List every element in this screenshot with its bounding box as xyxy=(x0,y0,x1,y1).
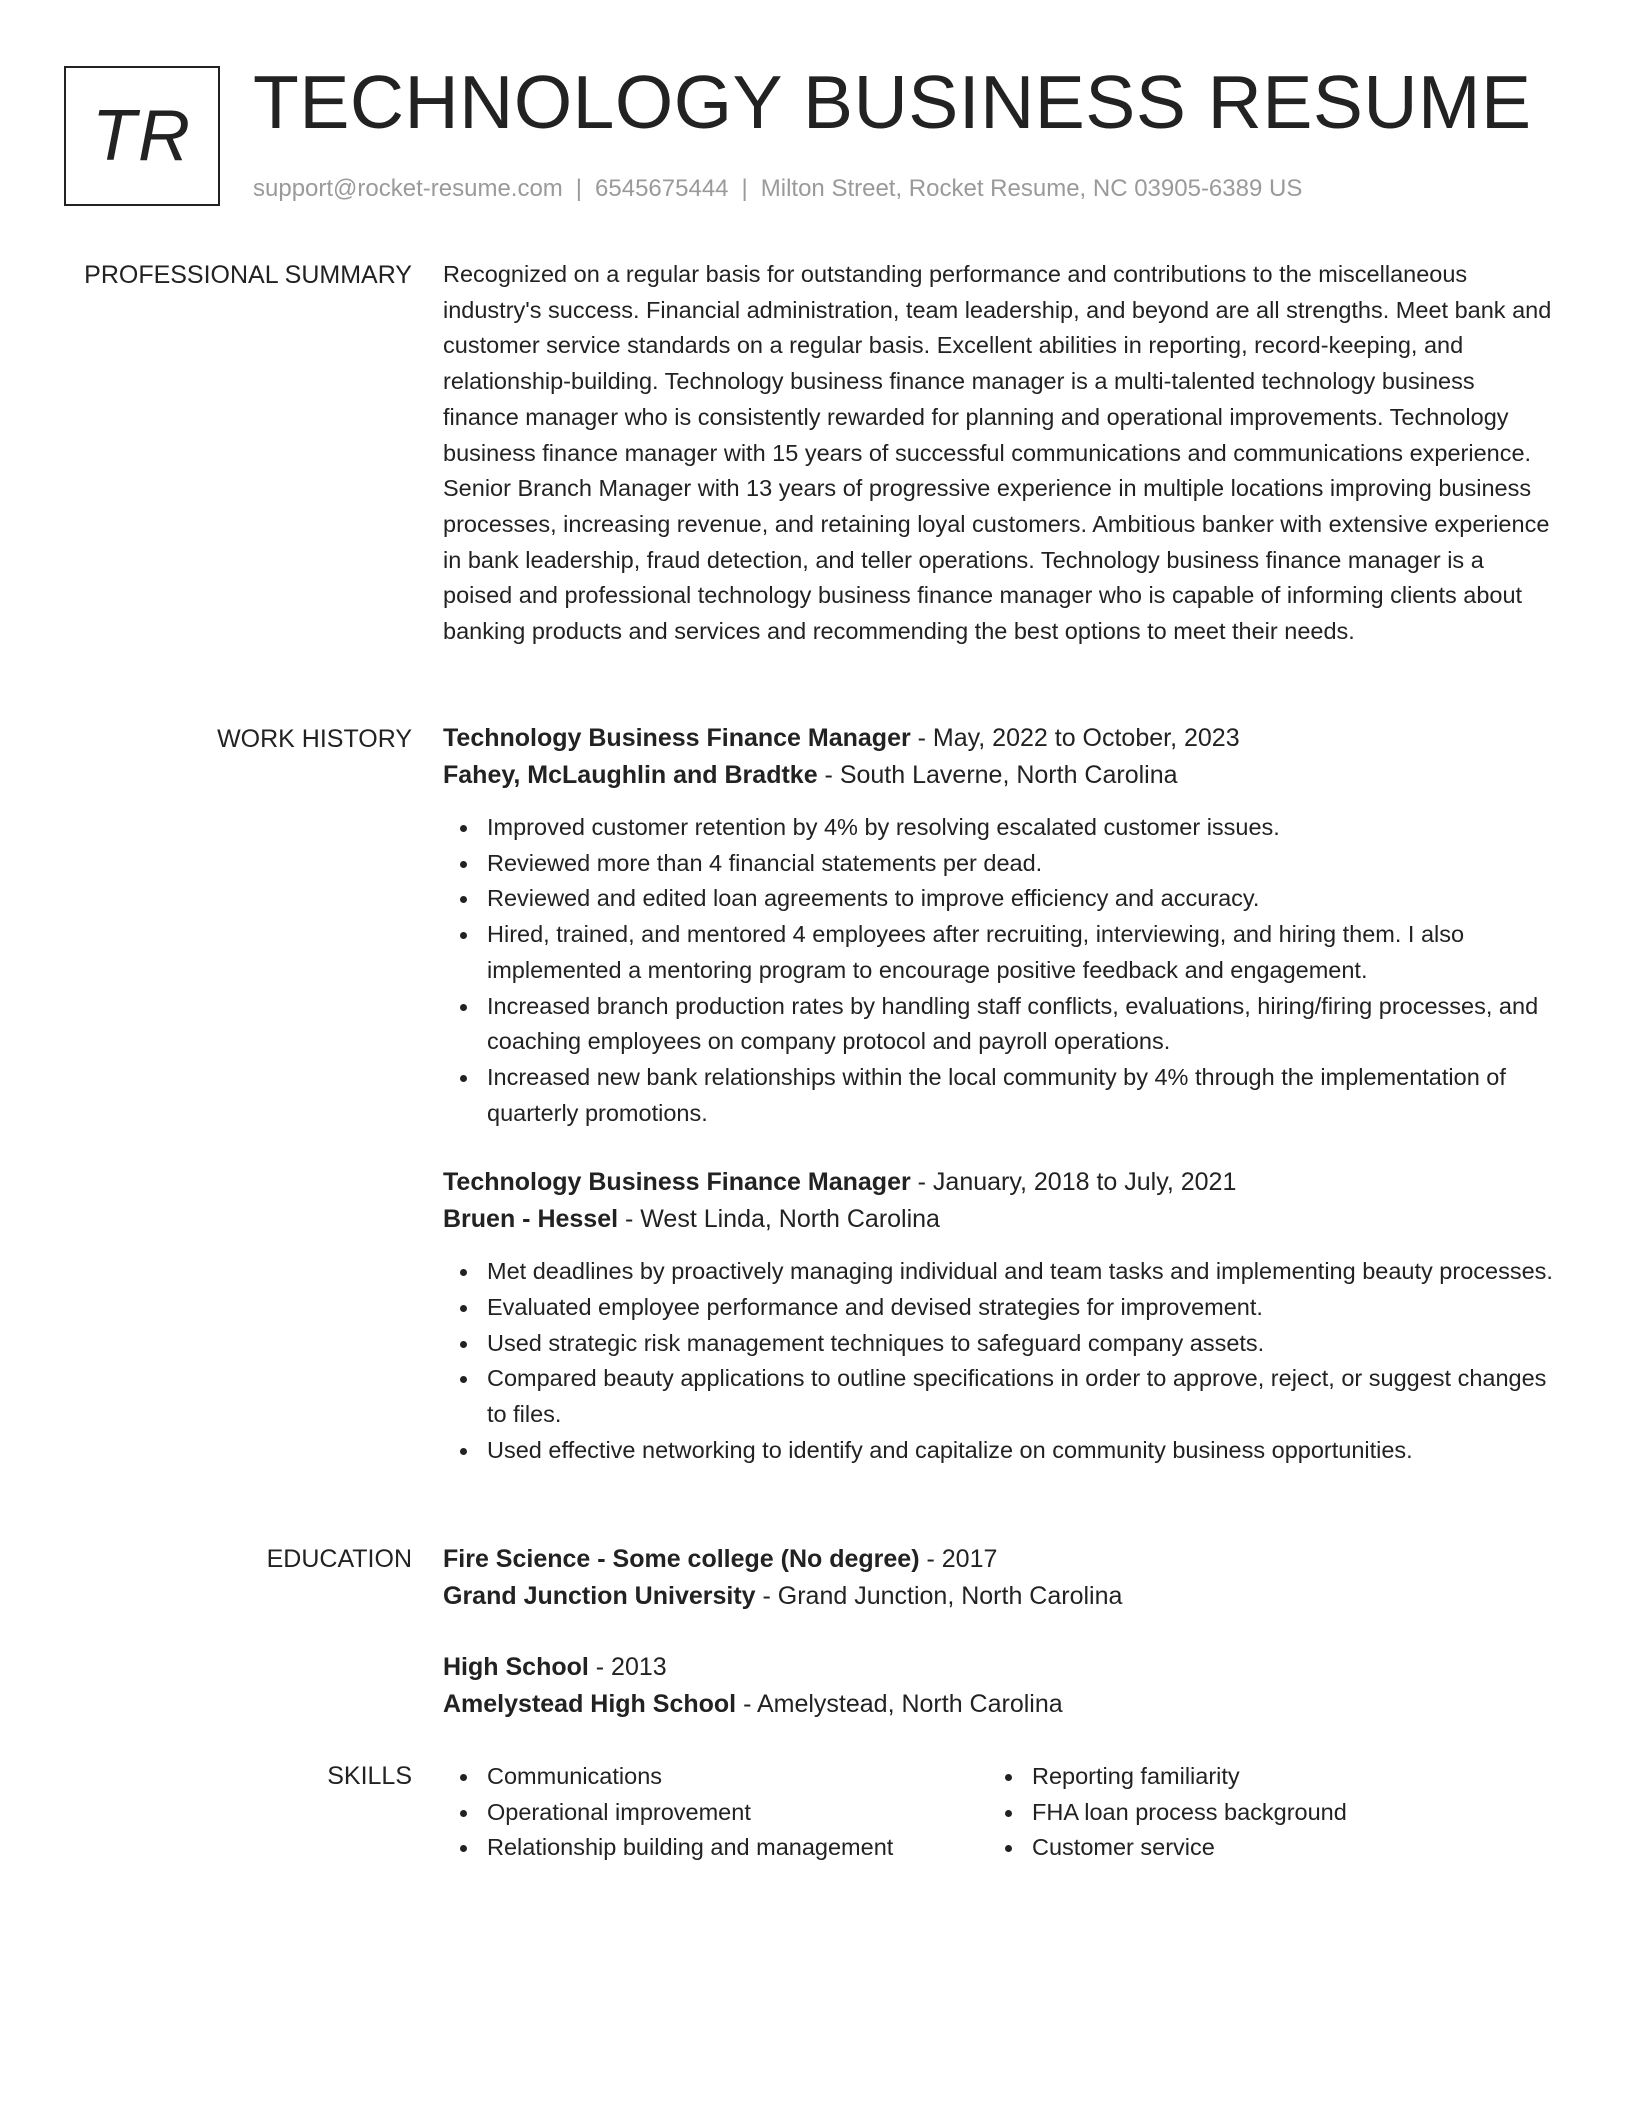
job-title-line xyxy=(443,1164,1555,1201)
education-degree-line xyxy=(443,1541,1555,1578)
monogram-initials: TR xyxy=(92,96,192,176)
section-label-skills: SKILLS xyxy=(327,1762,412,1790)
resume-title: TECHNOLOGY BUSINESS RESUME xyxy=(253,60,1532,144)
education-degree: Fire Science - Some college (No degree) xyxy=(443,1545,920,1573)
job-company-line xyxy=(443,1201,1555,1238)
skill-item: FHA loan process background xyxy=(1032,1795,1533,1831)
job-bullets xyxy=(443,810,1555,1131)
skills-list-left xyxy=(443,1759,988,1866)
education-year: - 2017 xyxy=(919,1545,998,1573)
job-location: - West Linda, North Carolina xyxy=(618,1205,940,1234)
skills-column-right xyxy=(988,1759,1533,1866)
education-school: Amelystead High School xyxy=(443,1690,737,1718)
list-item: Reviewed and edited loan agreements to improve efficiency and accuracy. xyxy=(487,881,1555,917)
skills-list-right xyxy=(988,1759,1533,1866)
job-dates: - May, 2022 to October, 2023 xyxy=(910,724,1240,752)
contact-phone: 6545675444 xyxy=(595,175,729,202)
education-body xyxy=(443,1541,1555,1723)
skill-item: Customer service xyxy=(1032,1830,1533,1866)
list-item: Increased branch production rates by handling staff conflicts, evaluations, hiring/firing processes, and coaching employees on company protocol and payroll operations. xyxy=(487,989,1555,1060)
education-entry xyxy=(443,1541,1555,1615)
job-entry xyxy=(443,720,1555,1131)
contact-address: Milton Street, Rocket Resume, NC 03905-6389 US xyxy=(760,175,1303,202)
education-year: - 2013 xyxy=(588,1653,667,1681)
contact-line xyxy=(253,174,1302,204)
list-item: Reviewed more than 4 financial statements per dead. xyxy=(487,846,1555,882)
contact-separator: | xyxy=(741,175,748,202)
list-item: Increased new bank relationships within the local community by 4% through the implementation of quarterly promotions. xyxy=(487,1060,1555,1131)
skills-body xyxy=(443,1759,1555,1866)
summary-body xyxy=(443,260,1555,650)
skill-item: Operational improvement xyxy=(487,1795,988,1831)
education-school-line xyxy=(443,1578,1555,1615)
education-location: - Grand Junction, North Carolina xyxy=(755,1582,1123,1610)
job-dates: - January, 2018 to July, 2021 xyxy=(910,1168,1237,1197)
contact-separator: | xyxy=(575,175,583,202)
skills-column-left xyxy=(443,1759,988,1866)
skills-grid xyxy=(443,1759,1555,1866)
education-school: Grand Junction University xyxy=(443,1582,756,1610)
work-body xyxy=(443,720,1555,1469)
education-degree-line xyxy=(443,1649,1555,1686)
list-item: Evaluated employee performance and devised strategies for improvement. xyxy=(487,1290,1555,1326)
list-item: Used effective networking to identify and capitalize on community business opportunities. xyxy=(487,1433,1555,1469)
section-label-work: WORK HISTORY xyxy=(217,725,412,753)
list-item: Met deadlines by proactively managing individual and team tasks and implementing beauty processes. xyxy=(487,1254,1555,1290)
education-location: - Amelystead, North Carolina xyxy=(736,1690,1063,1718)
education-entry xyxy=(443,1649,1555,1723)
section-label-education: EDUCATION xyxy=(266,1545,412,1573)
monogram-box xyxy=(64,66,220,206)
section-label-summary: PROFESSIONAL SUMMARY xyxy=(84,261,412,289)
job-title: Technology Business Finance Manager xyxy=(443,724,911,752)
job-company: Fahey, McLaughlin and Bradtke xyxy=(443,761,818,789)
contact-email: support@rocket-resume.com xyxy=(253,175,563,202)
job-company-line xyxy=(443,757,1555,794)
skill-item: Communications xyxy=(487,1759,988,1795)
job-title-line xyxy=(443,720,1555,757)
list-item: Improved customer retention by 4% by resolving escalated customer issues. xyxy=(487,810,1555,846)
job-title: Technology Business Finance Manager xyxy=(443,1168,911,1197)
education-degree: High School xyxy=(443,1653,589,1681)
list-item: Compared beauty applications to outline specifications in order to approve, reject, or suggest changes to files. xyxy=(487,1361,1555,1432)
job-entry xyxy=(443,1164,1555,1468)
job-location: - South Laverne, North Carolina xyxy=(817,761,1178,789)
list-item: Hired, trained, and mentored 4 employees after recruiting, interviewing, and hiring them. I also implemented a mentoring program to encourage positive feedback and engagement. xyxy=(487,917,1555,988)
job-bullets xyxy=(443,1254,1555,1468)
job-company: Bruen - Hessel xyxy=(443,1205,619,1234)
skill-item: Reporting familiarity xyxy=(1032,1759,1533,1795)
skill-item: Relationship building and management xyxy=(487,1830,988,1866)
summary-text: Recognized on a regular basis for outstanding performance and contributions to the miscellaneous industry's success. Financial administration, team leadership, and beyond are all strengths. Meet bank and customer service standards on a regular basis. Excellent abilities in reporting, record-keeping, and relationship-building. Technology business finance manager is a multi-talented technology business finance manager who is consistently rewarded for planning and operational improvements. Technology business finance manager with 15 years of successful communications and communications experience. Senior Branch Manager with 13 years of progressive experience in multiple locations improving business processes, increasing revenue, and retaining loyal customers. Ambitious banker with extensive experience in bank leadership, fraud detection, and teller operations. Technology business finance manager is a poised and professional technology business finance manager who is capable of informing clients about banking products and services and recommending the best options to meet their needs. xyxy=(443,261,1552,645)
education-school-line xyxy=(443,1686,1555,1723)
list-item: Used strategic risk management techniques to safeguard company assets. xyxy=(487,1326,1555,1362)
